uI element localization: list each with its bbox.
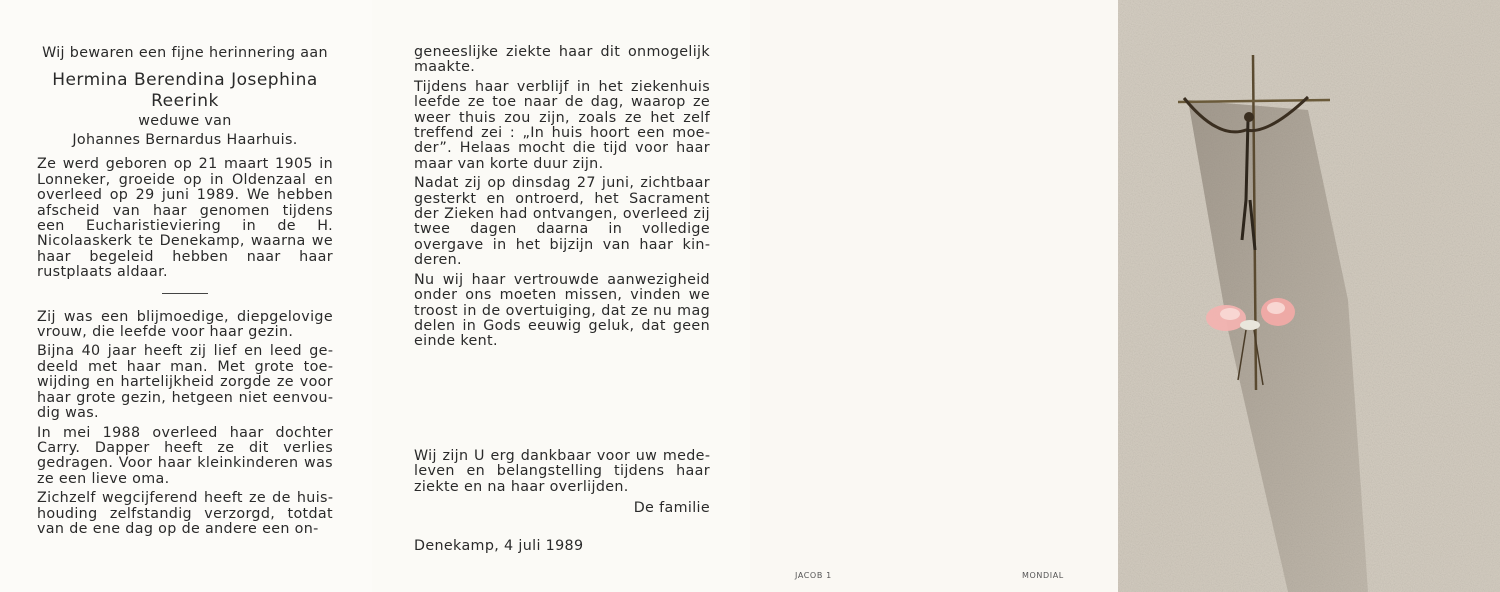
husband-name: Johannes Bernardus Haarhuis. bbox=[72, 132, 298, 149]
photo-page bbox=[1118, 0, 1500, 592]
place-date: Denekamp, 4 juli 1989 bbox=[414, 537, 584, 554]
paragraph-biography: Ze werd geboren op 21 maart 1905 in Lonneker, groeide op in Oldenzaal en overleed op 29 juni 1989. We hebben afscheid van haar genomen tijdens een Eucharistieviering in de H. Nicolaaskerk te Denekamp, waarna we haar begeleid hebben naar haar rustplaats aldaar. bbox=[37, 156, 333, 281]
left-page bbox=[0, 0, 372, 592]
paragraph-consolation: Nu wij haar vertrouwde aanwezigheid onder ons moeten missen, vinden we troost in de overtuiging, dat ze nu mag delen in Gods eeuwig geluk, dat geen einde kent. bbox=[414, 271, 710, 350]
intro-text: Wij bewaren een fijne herinnering aan bbox=[42, 45, 328, 61]
paragraph-character: Zij was een blijmoedige, diepgelovige vrouw, die leefde voor haar gezin. bbox=[37, 308, 333, 341]
widow-of-text: weduwe van bbox=[138, 113, 232, 130]
paragraph-household: Zichzelf wegcijferend heeft ze de huishouding zelfstandig verzorgd, totdat van de ene dag op de andere een on- bbox=[37, 490, 333, 537]
printer-mark-right: MONDIAL bbox=[1022, 571, 1064, 580]
thanks-text: Wij zijn U erg dankbaar voor uw medeleven en belangstelling tijdens haar ziekte en na haar overlijden. bbox=[414, 448, 710, 495]
left-column bbox=[37, 46, 333, 541]
middle-column bbox=[414, 45, 710, 354]
paragraph-marriage: Bijna 40 jaar heeft zij lief en leed gedeeld met haar man. Met grote toewijding en hartelijkheid zorgde ze voor haar grote gezin, hetgeen niet eenvoudig was. bbox=[37, 343, 333, 422]
paragraph-daughter: In mei 1988 overleed haar dochter Carry. Dapper heeft ze dit verlies gedragen. Voor haar kleinkinderen was ze een lieve oma. bbox=[37, 424, 333, 487]
deceased-name-line2: Reerink bbox=[151, 91, 219, 112]
paragraph-sacrament: Nadat zij op dinsdag 27 juni, zichtbaar gesterkt en ontroerd, het Sacrament der Zieken had ontvangen, overleed zij twee dagen daarna in volledige overgave in het bijzijn van haar kinderen. bbox=[414, 175, 710, 269]
deceased-name-line1: Hermina Berendina Josephina bbox=[52, 70, 318, 91]
family-signature: De familie bbox=[633, 500, 710, 517]
crucifix-photo bbox=[1118, 0, 1500, 592]
paragraph-hospital: Tijdens haar verblijf in het ziekenhuis leefde ze toe naar de dag, waarop ze weer thuis zou zijn, zoals ze het zelf treffend zei : „In huis hoort een moeder”. Helaas mocht die tijd voor haar maar van korte duur zijn. bbox=[414, 78, 710, 172]
blank-page bbox=[750, 0, 1118, 592]
separator-line bbox=[162, 293, 208, 294]
closing-block bbox=[414, 449, 710, 554]
printer-mark-left: JACOB 1 bbox=[795, 571, 832, 580]
paragraph-illness: geneeslijke ziekte haar dit onmogelijk maakte. bbox=[414, 44, 710, 76]
